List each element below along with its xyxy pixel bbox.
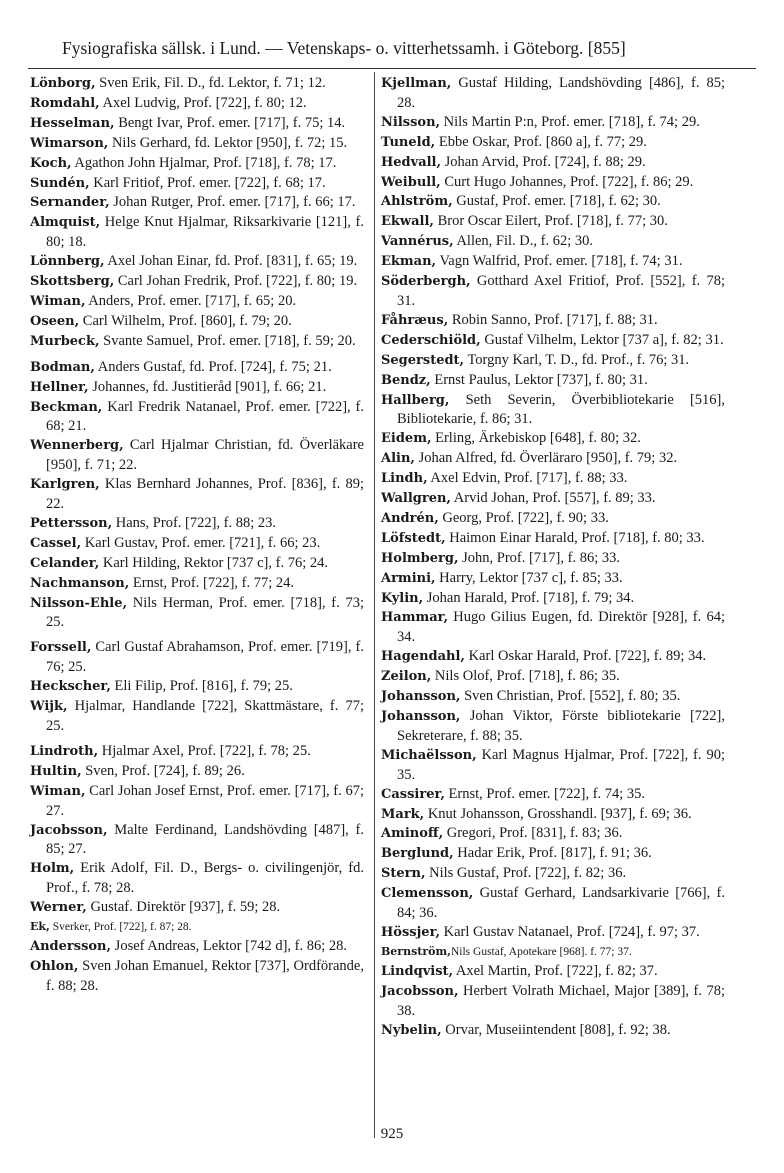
member-surname: Beckman, (30, 399, 103, 415)
register-entry (381, 371, 725, 391)
member-details: Karl Magnus Hjalmar, Prof. [722], f. 90; 35. (397, 746, 725, 783)
register-entry (381, 509, 725, 529)
member-surname: Zeilon, (381, 669, 432, 685)
member-details: Harry, Lektor [737 c], f. 85; 33. (435, 569, 623, 586)
member-surname: Mark, (381, 806, 425, 822)
member-surname: Celander, (30, 555, 100, 571)
member-details: Johan Alfred, fd. Överläraro [950], f. 79; 32. (414, 450, 678, 467)
member-surname: Pettersson, (30, 515, 113, 531)
register-entry (381, 212, 725, 232)
member-surname: Bernström, (381, 944, 451, 958)
register-entry (381, 232, 725, 252)
register-entry (381, 589, 725, 609)
member-surname: Romdahl, (30, 95, 100, 111)
register-entry (30, 859, 364, 898)
member-details: Anders Gustaf, fd. Prof. [724], f. 75; 21. (94, 358, 332, 375)
member-surname: Bendz, (381, 372, 431, 388)
member-details: Axel Johan Einar, fd. Prof. [831], f. 65; 19. (104, 253, 358, 270)
member-surname: Hössjer, (381, 924, 440, 940)
member-surname: Hultin, (30, 763, 82, 779)
member-details: Sven Christian, Prof. [552], f. 80; 35. (460, 688, 681, 705)
register-entry (30, 534, 364, 554)
member-details: Karl Fritiof, Prof. emer. [722], f. 68; 17. (89, 174, 326, 191)
member-surname: Murbeck, (30, 333, 100, 349)
member-surname: Hedvall, (381, 154, 442, 170)
member-surname: Eidem, (381, 431, 432, 447)
member-surname: Hammar, (381, 610, 449, 626)
register-entry (381, 331, 725, 351)
member-details: Sverker, Prof. [722], f. 87; 28. (49, 921, 192, 934)
register-entry (30, 554, 364, 574)
register-entry (381, 805, 725, 825)
register-entry (30, 174, 364, 194)
member-surname: Wiman, (30, 783, 86, 799)
register-entry (30, 898, 364, 918)
register-entry (381, 923, 725, 943)
column-divider (374, 72, 375, 1138)
register-entry (30, 134, 364, 154)
member-surname: Stern, (381, 866, 426, 882)
member-details: Gustaf Vilhelm, Lektor [737 a], f. 82; 31. (480, 331, 724, 348)
member-details: Johan Rutger, Prof. emer. [717], f. 66; 17. (109, 194, 356, 211)
member-details: Carl Wilhelm, Prof. [860], f. 79; 20. (79, 312, 292, 329)
register-entry (30, 74, 364, 94)
member-surname: Lönborg, (30, 76, 96, 91)
register-entry (381, 173, 725, 193)
member-surname: Lindroth, (30, 743, 99, 759)
register-entry (381, 529, 725, 549)
register-entry (381, 449, 725, 469)
register-entry (30, 332, 364, 352)
register-entry (381, 707, 725, 746)
member-surname: Nachmanson, (30, 575, 130, 591)
register-entry (381, 192, 725, 212)
member-details: Karl Gustav Natanael, Prof. [724], f. 97; 37. (440, 923, 700, 940)
member-details: Axel Ludvig, Prof. [722], f. 80; 12. (99, 94, 307, 111)
member-surname: Nilsson, (381, 114, 441, 130)
member-surname: Hallberg, (381, 392, 450, 408)
member-details: Svante Samuel, Prof. emer. [718], f. 59; 20. (99, 332, 356, 349)
member-details: Nils Martin P:n, Prof. emer. [718], f. 74; 29. (440, 113, 700, 130)
member-details: Johan Arvid, Prof. [724], f. 88; 29. (441, 153, 646, 170)
register-entry (381, 687, 725, 707)
member-details: Gustaf Gerhard, Landsarkivarie [766], f. 84; 36. (397, 885, 725, 922)
register-entry (381, 746, 725, 785)
member-surname: Söderbergh, (381, 274, 471, 290)
member-surname: Clemensson, (381, 886, 474, 902)
member-surname: Heckscher, (30, 679, 111, 695)
member-details: Johan Viktor, Förste bibliotekarie [722], Sekreterare, f. 88; 35. (397, 708, 725, 744)
member-details: Nils Herman, Prof. emer. [718], f. 73; 25. (46, 594, 364, 631)
member-surname: Andrén, (381, 510, 439, 526)
register-entry (30, 762, 364, 782)
member-details: Nils Olof, Prof. [718], f. 86; 35. (431, 668, 620, 685)
member-details: Arvid Johan, Prof. [557], f. 89; 33. (450, 490, 656, 507)
member-surname: Michaëlsson, (381, 747, 477, 763)
member-details: Axel Martin, Prof. [722], f. 82; 37. (453, 962, 658, 979)
register-entry (381, 569, 725, 589)
member-surname: Aminoff, (381, 826, 444, 842)
register-entry (30, 193, 364, 213)
member-surname: Ohlon, (30, 958, 79, 974)
member-details: Johannes, fd. Justitieråd [901], f. 66; 21. (88, 378, 327, 395)
register-entry (30, 436, 364, 475)
member-details: Sven Erik, Fil. D., fd. Lektor, f. 71; 12. (95, 75, 326, 91)
member-details: Gustaf Hilding, Landshövding [486], f. 85; 28. (397, 75, 725, 111)
member-details: Allen, Fil. D., f. 62; 30. (453, 233, 594, 250)
member-details: Erling, Ärkebiskop [648], f. 80; 32. (431, 430, 641, 447)
member-details: Ernst Paulus, Lektor [737], f. 80; 31. (430, 371, 648, 388)
member-details: Robin Sanno, Prof. [717], f. 88; 31. (448, 311, 658, 328)
register-entry (30, 742, 364, 762)
member-surname: Nybelin, (381, 1022, 442, 1038)
member-surname: Koch, (30, 155, 72, 171)
member-surname: Cassel, (30, 535, 82, 551)
member-surname: Johansson, (381, 689, 461, 705)
member-surname: Kylin, (381, 590, 424, 606)
register-entry (381, 351, 725, 371)
member-surname: Andersson, (30, 938, 112, 954)
member-surname: Almquist, (30, 215, 101, 231)
member-details: Erik Adolf, Fil. D., Bergs- o. civilingenjör, fd. Prof., f. 78; 28. (46, 860, 364, 897)
register-entry (30, 398, 364, 437)
register-entry (30, 638, 364, 677)
member-details: Hadar Erik, Prof. [817], f. 91; 36. (453, 845, 652, 862)
member-surname: Sundén, (30, 175, 90, 191)
register-entry (381, 667, 725, 687)
running-title: Fysiografiska sällsk. i Lund. — Vetenskaps- o. vitterhetssamh. i Göteborg. (62, 38, 584, 58)
member-surname: Berglund, (381, 846, 454, 862)
member-details: Carl Johan Fredrik, Prof. [722], f. 80; 19. (114, 273, 358, 290)
register-entry (381, 864, 725, 884)
member-details: Eli Filip, Prof. [816], f. 79; 25. (110, 678, 293, 695)
member-details: Sven Johan Emanuel, Rektor [737], Ordförande, f. 88; 28. (46, 957, 364, 994)
member-surname: Wijk, (30, 699, 68, 715)
member-surname: Wiman, (30, 293, 86, 309)
register-entry (381, 884, 725, 923)
register-entry (381, 943, 725, 962)
member-details: Carl Johan Josef Ernst, Prof. emer. [717], f. 67; 27. (46, 782, 364, 819)
member-details: Gotthard Axel Fritiof, Prof. [552], f. 78; 31. (397, 273, 725, 309)
member-details: Gustaf. Direktör [937], f. 59; 28. (86, 899, 281, 916)
member-surname: Ahlström, (381, 194, 453, 210)
member-details: Helge Knut Hjalmar, Riksarkivarie [121], f. 80; 18. (46, 214, 364, 251)
register-entry (30, 213, 364, 252)
member-details: Carl Gustaf Abrahamson, Prof. emer. [719], f. 76; 25. (46, 639, 364, 676)
member-details: Knut Johansson, Grosshandl. [937], f. 69; 36. (424, 805, 692, 822)
register-entry (381, 429, 725, 449)
register-entry (30, 154, 364, 174)
register-entry (381, 489, 725, 509)
register-entry (30, 312, 364, 332)
member-details: Agathon John Hjalmar, Prof. [718], f. 78; 17. (71, 154, 337, 171)
member-details: Karl Oskar Harald, Prof. [722], f. 89; 34. (464, 648, 707, 665)
member-surname: Kjellman, (381, 76, 452, 91)
member-surname: Löfstedt, (381, 530, 446, 546)
section-reference: [855] (587, 38, 626, 58)
member-surname: Cederschiöld, (381, 332, 481, 348)
register-entry (381, 1021, 725, 1041)
member-surname: Johansson, (381, 709, 461, 724)
register-entry (30, 272, 364, 292)
member-surname: Weibull, (381, 174, 441, 190)
register-entry (381, 962, 725, 982)
member-surname: Alin, (381, 451, 415, 467)
member-details: Seth Severin, Överbibliotekarie [516], Bibliotekarie, f. 86; 31. (397, 391, 725, 428)
member-details: Axel Edvin, Prof. [717], f. 88; 33. (427, 470, 628, 487)
member-details: John, Prof. [717], f. 86; 33. (458, 549, 620, 566)
member-surname: Lindqvist, (381, 963, 454, 979)
member-surname: Karlgren, (30, 477, 100, 493)
member-surname: Ek, (30, 920, 50, 934)
register-entry (30, 358, 364, 378)
register-entry (381, 311, 725, 331)
member-surname: Wennerberg, (30, 438, 124, 454)
register-entry (381, 549, 725, 569)
register-entry (30, 252, 364, 272)
member-details: Ernst, Prof. [722], f. 77; 24. (129, 574, 294, 591)
member-details: Gustaf, Prof. emer. [718], f. 62; 30. (452, 193, 661, 210)
page-number: 925 (380, 1126, 404, 1142)
member-surname: Jacobsson, (381, 983, 459, 999)
member-details: Bror Oscar Eilert, Prof. [718], f. 77; 30. (433, 213, 668, 230)
register-entry (30, 957, 364, 996)
register-entry (30, 697, 364, 736)
member-details: Sven, Prof. [724], f. 89; 26. (81, 762, 245, 779)
register-entry (30, 94, 364, 114)
member-surname: Holm, (30, 861, 75, 877)
register-entry (30, 514, 364, 534)
member-details: Vagn Walfrid, Prof. emer. [718], f. 74; 31. (436, 253, 683, 270)
member-details: Karl Fredrik Natanael, Prof. emer. [722], f. 68; 21. (46, 398, 364, 435)
register-entry (381, 608, 725, 647)
register-entry (381, 844, 725, 864)
register-entry (30, 114, 364, 134)
register-entry (381, 785, 725, 805)
member-details: Hjalmar, Handlande [722], Skattmästare, f. 77; 25. (46, 698, 364, 734)
register-entry (30, 378, 364, 398)
member-details: Karl Gustav, Prof. emer. [721], f. 66; 23. (81, 534, 321, 551)
member-details: Karl Hilding, Rektor [737 c], f. 76; 24. (99, 554, 328, 571)
member-details: Klas Bernhard Johannes, Prof. [836], f. 89; 22. (46, 476, 364, 513)
member-details: Haimon Einar Harald, Prof. [718], f. 80; 33. (445, 529, 705, 546)
member-surname: Wallgren, (381, 491, 451, 507)
member-surname: Ekwall, (381, 214, 434, 230)
register-entry (30, 594, 364, 633)
member-details: Hjalmar Axel, Prof. [722], f. 78; 25. (98, 742, 311, 759)
member-surname: Tuneld, (381, 134, 436, 150)
member-details: Hans, Prof. [722], f. 88; 23. (112, 514, 277, 531)
member-surname: Segerstedt, (381, 352, 465, 368)
member-details: Georg, Prof. [722], f. 90; 33. (438, 509, 609, 526)
register-entry (381, 113, 725, 133)
register-entry (381, 133, 725, 153)
register-entry (30, 574, 364, 594)
member-surname: Skottsberg, (30, 274, 115, 290)
register-entry (381, 391, 725, 430)
member-surname: Ekman, (381, 254, 437, 270)
register-entry (381, 647, 725, 667)
register-entry (381, 824, 725, 844)
member-details: Nils Gustaf, Prof. [722], f. 82; 36. (425, 865, 627, 882)
member-surname: Sernander, (30, 195, 110, 211)
register-entry (30, 918, 364, 937)
member-details: Johan Harald, Prof. [718], f. 79; 34. (423, 589, 635, 606)
member-details: Ebbe Oskar, Prof. [860 a], f. 77; 29. (435, 133, 647, 150)
register-entry (381, 153, 725, 173)
member-surname: Hesselman, (30, 115, 115, 131)
running-header (62, 38, 727, 59)
register-entry (30, 782, 364, 821)
member-details: Malte Ferdinand, Landshövding [487], f. 85; 27. (46, 821, 364, 858)
member-details: Hugo Gilius Eugen, fd. Direktör [928], f. 64; 34. (397, 609, 725, 646)
member-details: Orvar, Museiintendent [808], f. 92; 38. (441, 1021, 671, 1038)
member-surname: Hellner, (30, 379, 89, 395)
member-details: Ernst, Prof. emer. [722], f. 74; 35. (444, 785, 646, 802)
register-entry (30, 821, 364, 860)
member-surname: Lindh, (381, 471, 428, 487)
member-surname: Wimarson, (30, 135, 109, 151)
member-details: Curt Hugo Johannes, Prof. [722], f. 86; 29. (440, 173, 694, 190)
register-entry (381, 252, 725, 272)
register-entry (30, 677, 364, 697)
left-column (30, 74, 364, 996)
member-surname: Hagendahl, (381, 649, 465, 665)
right-column (381, 74, 725, 1040)
member-surname: Vannérus, (381, 234, 454, 250)
member-surname: Forssell, (30, 640, 92, 656)
register-entry (381, 74, 725, 113)
register-entry (30, 292, 364, 312)
member-details: Nils Gerhard, fd. Lektor [950], f. 72; 15. (108, 134, 348, 151)
member-surname: Jacobsson, (30, 822, 108, 838)
member-details: Bengt Ivar, Prof. emer. [717], f. 75; 14. (114, 114, 346, 131)
register-entry (381, 272, 725, 311)
member-surname: Armini, (381, 570, 436, 586)
member-surname: Lönnberg, (30, 254, 105, 270)
header-rule (28, 68, 756, 69)
member-surname: Cassirer, (381, 786, 445, 802)
member-details: Gregori, Prof. [831], f. 83; 36. (443, 825, 623, 842)
member-details: Nils Gustaf, Apotekare [968]. f. 77; 37. (450, 945, 632, 958)
member-details: Herbert Volrath Michael, Major [389], f. 78; 38. (397, 982, 725, 1019)
register-entry (381, 469, 725, 489)
member-details: Josef Andreas, Lektor [742 d], f. 86; 28. (111, 937, 348, 954)
member-surname: Bodman, (30, 359, 95, 375)
member-surname: Nilsson-Ehle, (30, 595, 128, 611)
member-surname: Fåhræus, (381, 312, 449, 328)
member-details: Torgny Karl, T. D., fd. Prof., f. 76; 31. (464, 351, 690, 368)
member-details: Anders, Prof. emer. [717], f. 65; 20. (85, 292, 297, 309)
member-details: Carl Hjalmar Christian, fd. Överläkare [950], f. 71; 22. (46, 437, 364, 474)
register-entry (30, 475, 364, 514)
register-entry (30, 937, 364, 957)
member-surname: Holmberg, (381, 550, 459, 566)
member-surname: Werner, (30, 900, 87, 916)
member-surname: Oseen, (30, 313, 80, 329)
register-entry (381, 982, 725, 1021)
